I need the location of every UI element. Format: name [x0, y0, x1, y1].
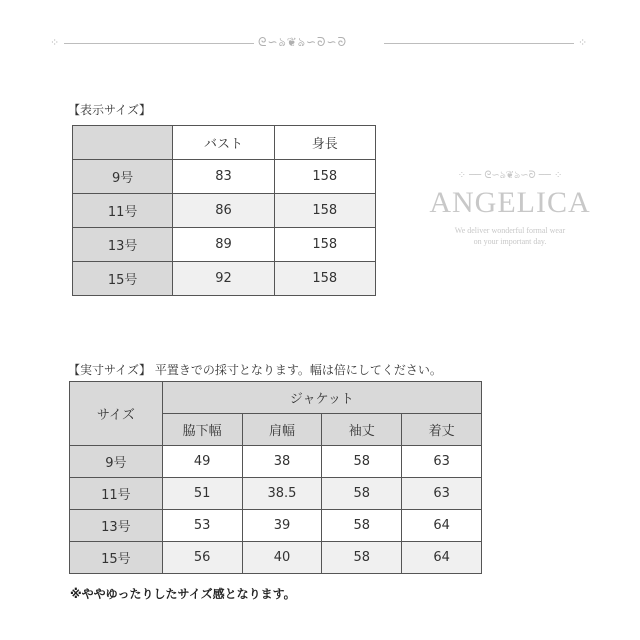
display-header-blank	[73, 126, 173, 160]
ornament-line-left	[64, 43, 254, 44]
table-row	[73, 228, 376, 262]
bust-value: 83	[173, 160, 274, 194]
body-length-value: 64	[402, 510, 482, 542]
sleeve-length-header: 袖丈	[322, 414, 402, 446]
sleeve-length-value: 58	[322, 542, 402, 574]
size-label: 11号	[73, 194, 173, 228]
body-length-value: 64	[402, 542, 482, 574]
underarm-width-value: 56	[162, 542, 242, 574]
underarm-width-value: 49	[162, 446, 242, 478]
watermark-brand: ANGELICA	[429, 186, 591, 219]
table-row	[73, 262, 376, 296]
fit-note: ※ややゆったりしたサイズ感となります。	[70, 587, 296, 601]
table-row	[73, 160, 376, 194]
table-row	[70, 542, 482, 574]
display-size-table	[72, 125, 376, 296]
size-label: 13号	[73, 228, 173, 262]
height-value: 158	[274, 160, 375, 194]
shoulder-width-value: 39	[242, 510, 322, 542]
shoulder-width-value: 38	[242, 446, 322, 478]
bust-value: 92	[173, 262, 274, 296]
actual-size-table	[69, 381, 482, 574]
height-value: 158	[274, 194, 375, 228]
shoulder-width-header: 肩幅	[242, 414, 322, 446]
ornament-line-right	[384, 43, 574, 44]
left-sparkle-icon: ⁘	[50, 36, 61, 49]
actual-size-caption: 【実寸サイズ】 平置きでの採寸となります。幅は倍にしてください。	[68, 363, 442, 377]
jacket-group-header: ジャケット	[162, 382, 481, 414]
watermark-tagline-2: on your important day.	[473, 237, 547, 246]
size-label: 15号	[70, 542, 163, 574]
display-size-caption: 【表示サイズ】	[68, 103, 152, 117]
table-row	[73, 194, 376, 228]
underarm-width-header: 脇下幅	[162, 414, 242, 446]
body-length-value: 63	[402, 478, 482, 510]
table-row	[70, 446, 482, 478]
sleeve-length-value: 58	[322, 478, 402, 510]
shoulder-width-value: 40	[242, 542, 322, 574]
bust-value: 89	[173, 228, 274, 262]
height-value: 158	[274, 262, 375, 296]
table-row	[70, 510, 482, 542]
size-label: 15号	[73, 262, 173, 296]
sleeve-length-value: 58	[322, 446, 402, 478]
display-header-bust: バスト	[173, 126, 274, 160]
flourish-icon: ᘓ∽ঌ❦ঌ∽ᘐ∽ᘐ	[258, 35, 348, 49]
shoulder-width-value: 38.5	[242, 478, 322, 510]
body-length-value: 63	[402, 446, 482, 478]
underarm-width-value: 53	[162, 510, 242, 542]
size-label: 11号	[70, 478, 163, 510]
bust-value: 86	[173, 194, 274, 228]
display-header-height: 身長	[274, 126, 375, 160]
size-column-header: サイズ	[70, 382, 163, 446]
underarm-width-value: 51	[162, 478, 242, 510]
size-label: 9号	[73, 160, 173, 194]
sleeve-length-value: 58	[322, 510, 402, 542]
watermark-ornament-icon: ⁘ ── ᘓ∽ঌ❦ঌ∽ᘐ ── ⁘	[457, 170, 563, 181]
size-label: 13号	[70, 510, 163, 542]
size-label: 9号	[70, 446, 163, 478]
body-length-header: 着丈	[402, 414, 482, 446]
height-value: 158	[274, 228, 375, 262]
table-row	[70, 478, 482, 510]
watermark-tagline-1: We deliver wonderful formal wear	[454, 226, 566, 235]
right-sparkle-icon: ⁘	[578, 36, 589, 49]
